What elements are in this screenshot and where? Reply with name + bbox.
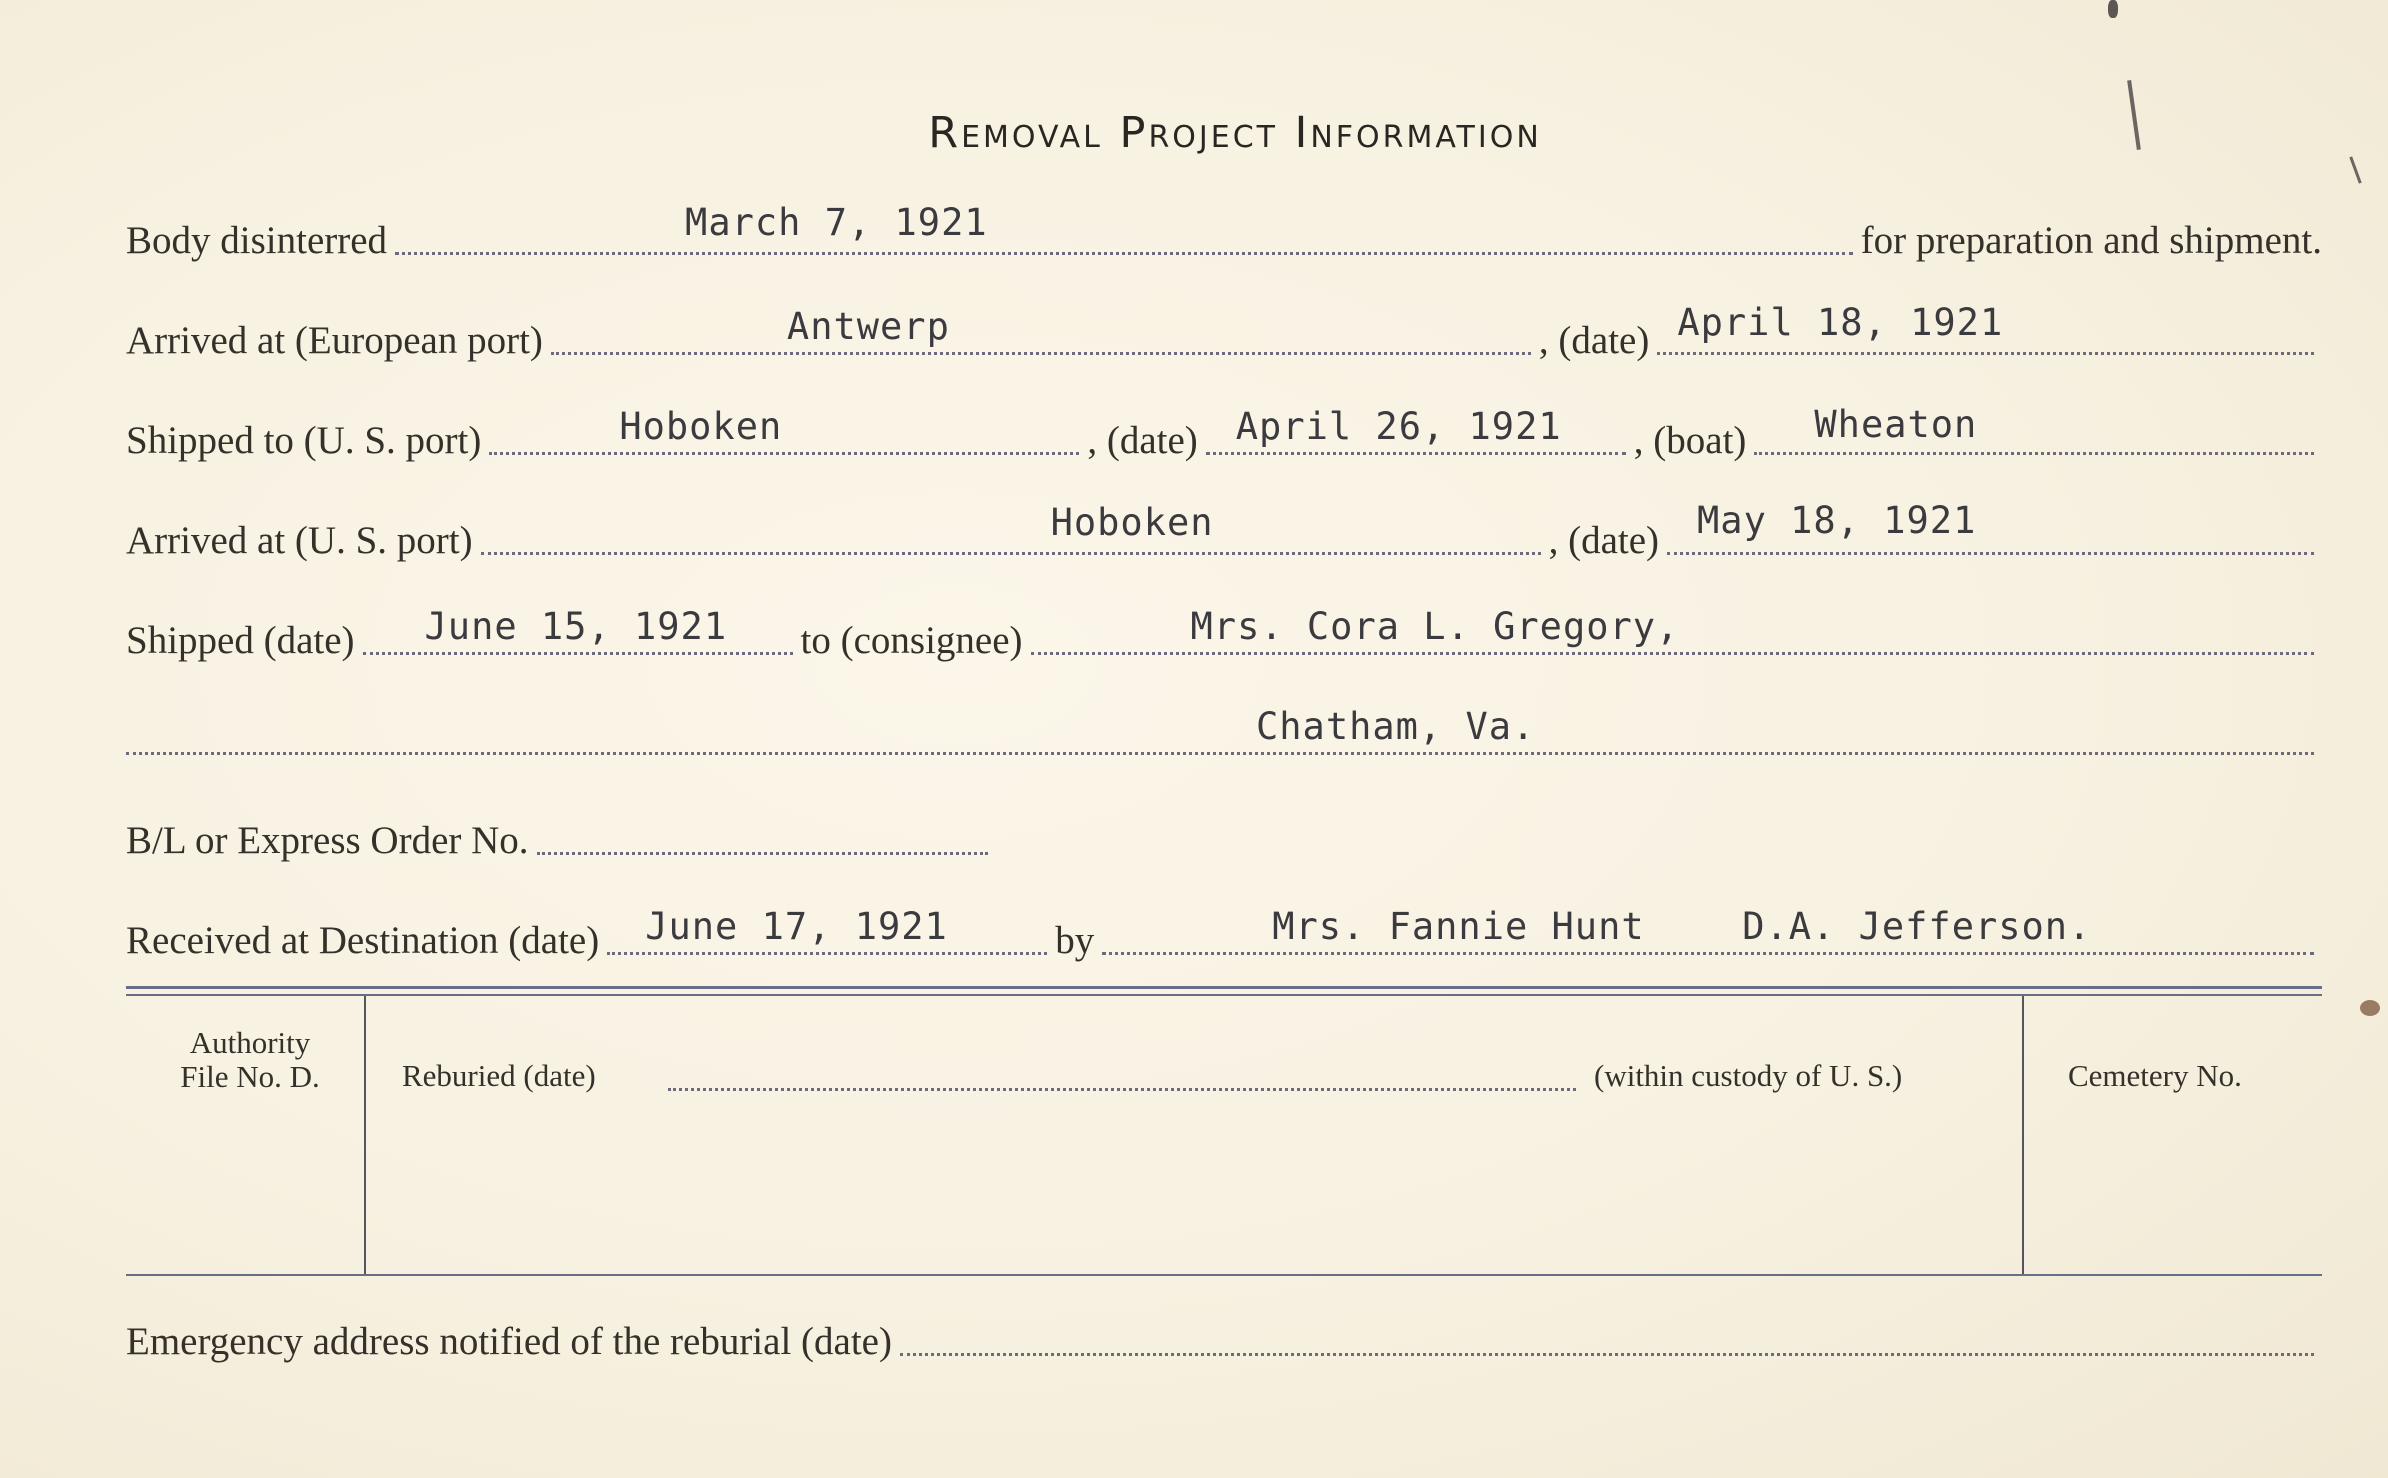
received-label: Received at Destination (date): [126, 919, 600, 962]
paper-nick: [2108, 0, 2118, 18]
consignee-address-line: [126, 692, 2314, 755]
pencil-mark-2: [2349, 156, 2361, 183]
arrived-european-label: Arrived at (European port): [126, 319, 543, 362]
emergency-row: [126, 1306, 2322, 1366]
consignee-address-row: [126, 705, 2322, 765]
shipped-us-value: Hoboken: [619, 405, 783, 448]
shipped-us-row: [126, 405, 2322, 465]
authority-cell: [150, 1026, 350, 1094]
shipped-us-boat-value: Wheaton: [1814, 403, 1978, 446]
arrived-us-value: Hoboken: [1050, 501, 1214, 544]
consignee-label: to (consignee): [800, 619, 1023, 662]
bl-order-label: B/L or Express Order No.: [126, 819, 529, 862]
shipped-date-line: [363, 592, 793, 655]
shipped-us-date-label: , (date): [1087, 419, 1198, 462]
body-disinterred-row: [126, 201, 2322, 265]
shipped-us-date-value: April 26, 1921: [1235, 405, 1562, 448]
consignee-line: [1031, 592, 2314, 655]
received-by-value: Mrs. Fannie Hunt: [1272, 905, 1645, 948]
shipped-us-boat-line: [1754, 392, 2314, 455]
table-top-rule-2: [126, 994, 2322, 996]
shipped-us-boat-label: , (boat): [1633, 419, 1747, 462]
emergency-label: Emergency address notified of the reburial (date): [126, 1320, 892, 1363]
cemetery-label: Cemetery No.: [2068, 1058, 2242, 1093]
table-bottom-rule: [126, 1274, 2322, 1276]
table-top-rule-1: [126, 986, 2322, 989]
shipped-us-date-line: [1206, 392, 1626, 455]
authority-label-1: Authority: [189, 1025, 311, 1060]
body-disinterred-suffix: for preparation and shipment.: [1860, 219, 2322, 262]
received-by-line: [1102, 892, 2314, 955]
consignee-address-value: Chatham, Va.: [1256, 705, 1536, 748]
received-date-value: June 17, 1921: [645, 905, 948, 948]
arrived-us-date-value: May 18, 1921: [1697, 499, 1977, 542]
authority-label-2: File No. D.: [180, 1059, 320, 1094]
body-disinterred-label: Body disinterred: [126, 219, 388, 262]
custody-label: (within custody of U. S.): [1594, 1058, 1903, 1093]
arrived-european-date-line: [1657, 292, 2314, 355]
body-disinterred-value: March 7, 1921: [685, 201, 988, 244]
page-title: Removal Project Information: [928, 108, 1542, 158]
emergency-line: [900, 1293, 2314, 1356]
paper-spot: [2360, 1000, 2380, 1016]
arrived-us-label: Arrived at (U. S. port): [126, 519, 473, 562]
shipped-date-label: Shipped (date): [126, 619, 355, 662]
arrived-european-date-value: April 18, 1921: [1677, 301, 2004, 344]
shipped-us-label: Shipped to (U. S. port): [126, 419, 482, 462]
bl-order-line: [537, 792, 988, 855]
received-by-label: by: [1055, 919, 1095, 962]
body-disinterred-line: [395, 192, 1853, 255]
bl-order-row: [126, 805, 996, 865]
consignee-value: Mrs. Cora L. Gregory,: [1190, 605, 1680, 648]
arrived-european-date-label: , (date): [1538, 319, 1650, 362]
arrived-us-row: [126, 499, 2322, 565]
received-date-line: [607, 892, 1047, 955]
arrived-us-line: [481, 492, 1541, 555]
reburied-label: Reburied (date): [402, 1058, 596, 1093]
received-row: [126, 905, 2322, 965]
table-divider-right: [2022, 996, 2024, 1274]
arrived-us-date-line: [1667, 492, 2314, 555]
received-by-value-2: D.A. Jefferson.: [1742, 905, 2092, 948]
arrived-european-value: Antwerp: [786, 305, 950, 348]
arrived-us-date-label: , (date): [1548, 519, 1660, 562]
arrived-european-line: [551, 292, 1531, 355]
reburied-line: [668, 1088, 1576, 1091]
arrived-european-row: [126, 301, 2322, 365]
table-divider-left: [364, 996, 366, 1274]
shipped-us-line: [489, 392, 1079, 455]
shipped-date-value: June 15, 1921: [424, 605, 728, 648]
shipped-date-row: [126, 605, 2322, 665]
